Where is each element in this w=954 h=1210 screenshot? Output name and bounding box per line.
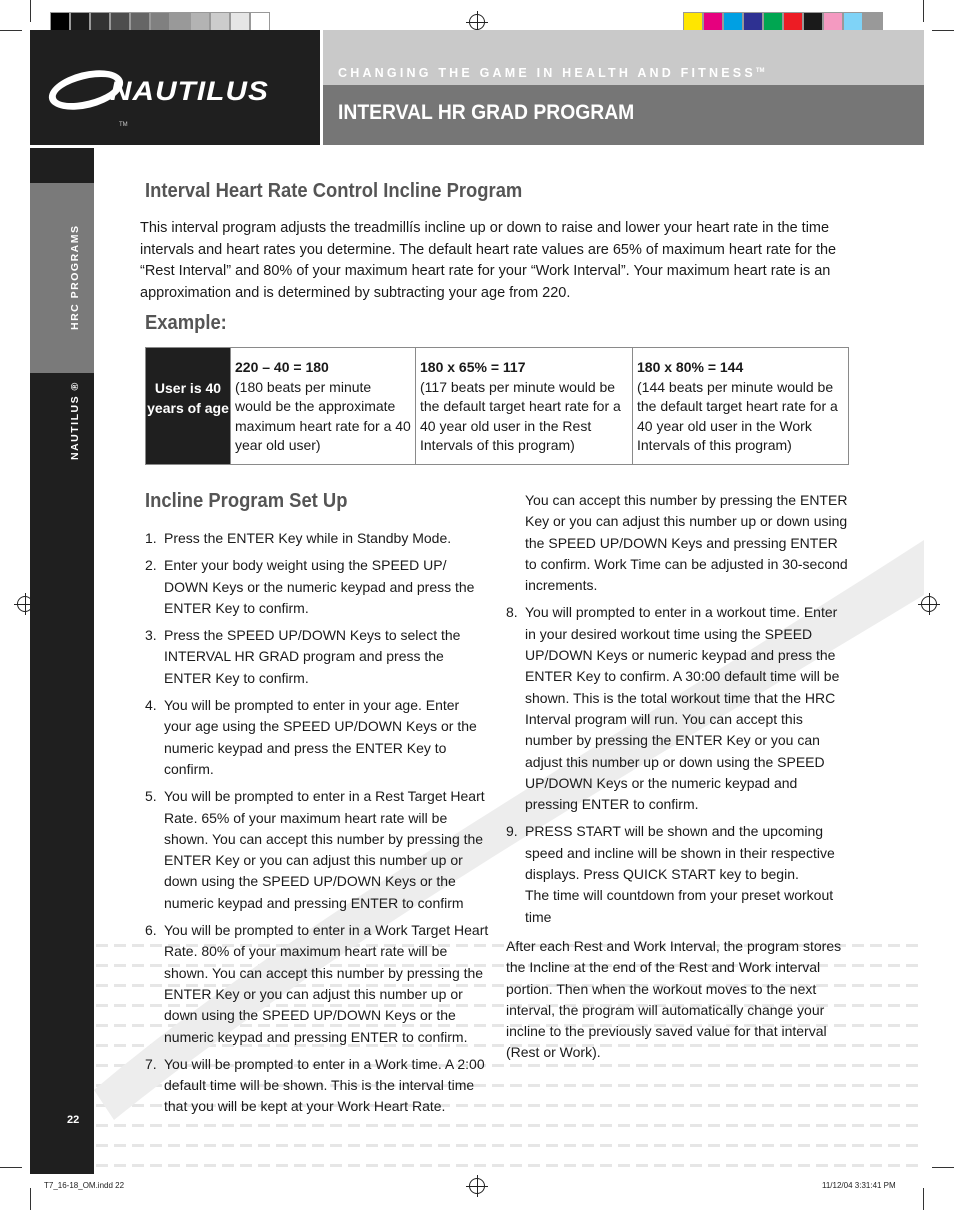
tagline [338,66,765,80]
step-number: 9. [506,823,518,840]
crop-mark [30,1188,31,1210]
list-item [506,602,851,815]
example-heading: Example: [145,312,227,334]
list-item [145,555,490,619]
crop-mark [923,0,924,22]
step-number: 8. [506,604,518,621]
section-tab [30,183,94,373]
crop-mark [0,30,22,31]
crop-mark [0,1167,22,1168]
crop-mark [923,1188,924,1210]
step-text: Press the ENTER Key while in Standby Mode. [164,530,452,546]
step-text: PRESS START will be shown and the upcoming speed and incline will be shown in their respective displays. Press QUICK START key to begin. [525,823,835,883]
step-text: You will be prompted to enter in a Work time. A 2:00 default time will be shown. This is the interval time that you will be kept at your Work Heart Rate. [164,1055,485,1115]
example-cell [230,348,415,464]
example-table [145,347,849,465]
step-number: 5. [145,788,157,805]
step-text: Enter your body weight using the SPEED UP/ DOWN Keys or the numeric keypad and press the ENTER Key to confirm. [164,557,475,616]
list-item [145,695,490,780]
page-number: 22 [67,1114,80,1126]
crop-mark [30,0,31,22]
crop-mark [932,30,954,31]
list-item [145,528,490,549]
step-text: Press the SPEED UP/DOWN Keys to select the INTERVAL HR GRAD program and press the ENTER Key to confirm. [164,627,461,686]
footer-timestamp: 11/12/04 3:31:41 PM [822,1181,896,1190]
step-text: You will be prompted to enter in a Rest Target Heart Rate. 65% of your maximum heart rate will be shown. You can accept this number by pressing the ENTER Key or you can adjust this number up or down using the SPEED UP/DOWN Keys or the numeric keypad and pressing ENTER to confirm [164,788,485,911]
brand-logo-text: NAUTILUS [110,76,269,106]
step-number: 7. [145,1055,157,1072]
closing-paragraph: After each Rest and Work Interval, the program stores the Incline at the end of the Rest and Work interval portion. Then when the workout moves to the next interval, the program will automatically change your incline to the previously saved value for that interval (Rest or Work). [506,937,842,1061]
header-banner [323,30,924,145]
list-item [145,1054,490,1118]
example-cell-title: 180 x 65% = 117 [420,359,526,375]
tagline-text: CHANGING THE GAME IN HEALTH AND FITNESS [338,66,756,80]
brand-trademark: TM [119,122,128,128]
example-cell [415,348,632,464]
sidebar-brand-label: NAUTILUS ® [69,381,81,460]
step-text: You will prompted to enter in a workout time. Enter in your desired workout time using the SPEED UP/DOWN Keys or numeric keypad and press the ENTER Key to confirm. A 30:00 default time will be shown. This is the total workout time that the HRC Interval program will run. You can accept this number by pressing the ENTER Key or you can adjust this number up or down using the SPEED UP/DOWN Keys or the numeric keypad and pressing ENTER to confirm. [525,604,840,813]
example-cell-text: (180 beats per minute would be the approximate maximum heart rate for a 40 year old user) [235,378,411,453]
list-item [145,786,490,914]
footer-file-name: T7_16-18_OM.indd 22 [44,1181,125,1190]
list-item [506,821,851,885]
step-text: You will be prompted to enter in your age. Enter your age using the SPEED UP/DOWN Keys or the numeric keypad and press the ENTER Key to confirm. [164,697,477,777]
example-label: User is 40 years of age [146,348,230,464]
example-cell [632,348,848,464]
step-number: 6. [145,922,157,939]
setup-heading: Incline Program Set Up [145,490,348,512]
list-item [145,625,490,689]
step-number: 3. [145,627,157,644]
step-continuation: You can accept this number by pressing the ENTER Key or you can adjust this number up or down using the SPEED UP/DOWN Keys and pressing ENTER to confirm. Work Time can be adjusted in 30-second increments. [525,492,848,594]
example-cell-text: (117 beats per minute would be the default target heart rate for a 40 year old user in the Rest Intervals of this program) [420,378,621,453]
intro-paragraph: This interval program adjusts the treadmillís incline up or down to raise and lower your heart rate in the time intervals and heart rates you determine. The default heart rate values are 65% of maximum heart rate for the “Rest Interval” and 80% of your maximum heart rate for your “Work Interval”. Your maximum heart rate is an approximation and is determined by subtracting your age from 220. [140,220,837,301]
registration-mark-icon [469,1178,485,1194]
step-number: 2. [145,557,157,574]
registration-mark-icon [469,14,485,30]
list-item [145,920,490,1048]
section-heading: Interval Heart Rate Control Incline Program [145,180,523,202]
example-cell-title: 180 x 80% = 144 [637,359,744,375]
step-number: 1. [145,530,157,546]
example-cell-text: (144 beats per minute would be the default target heart rate for a 40 year old user in the Work Intervals of this program) [637,378,838,453]
step-number: 4. [145,697,157,714]
tagline-trademark: TM [755,67,765,74]
steps-list-right [506,490,851,1064]
step-text: You will be prompted to enter in a Work Target Heart Rate. 80% of your maximum heart rate will be shown. You can accept this number by pressing the ENTER Key or you can adjust this number up or down using the SPEED UP/DOWN Keys or the numeric keypad and pressing ENTER to confirm. [164,922,489,1045]
page-title: INTERVAL HR GRAD PROGRAM [338,101,635,124]
sidebar-section-label: HRC PROGRAMS [69,224,81,330]
step-continuation: The time will countdown from your preset workout time [525,887,834,925]
steps-list-left [145,528,490,1124]
example-cell-title: 220 – 40 = 180 [235,359,329,375]
crop-mark [932,1167,954,1168]
